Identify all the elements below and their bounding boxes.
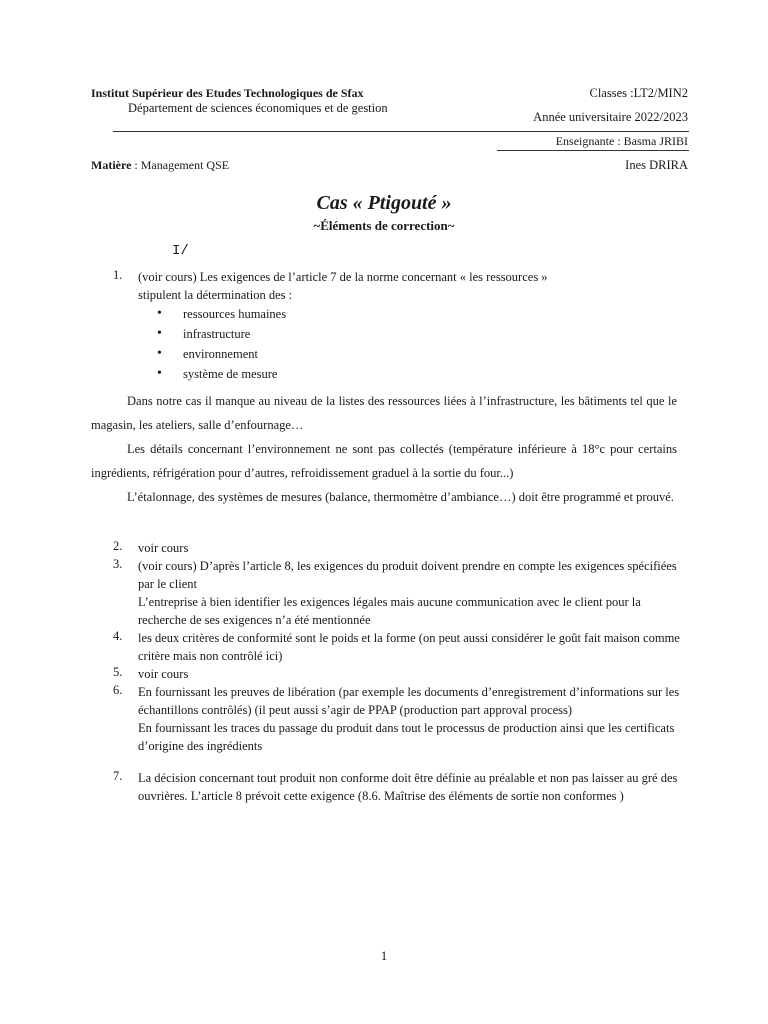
document-title: Cas « Ptigouté » [316,192,452,214]
list-item-text: La décision concernant tout produit non conforme doit être définie au préalable et non pas laisser au gré des ouvrières. L’article 8 prévoit cette exigence (8.6. Maîtrise des éléments de sortie non conformes ) [138,771,678,803]
list-number: 5. [113,665,123,679]
list-item [138,557,688,629]
list-item-text: voir cours [138,667,189,681]
list-item-text: En fournissant les traces du passage du produit dans tout le processus de production ainsi que les certificats d’origine des ingrédients [138,721,675,753]
paragraph-block [91,389,677,509]
list-number: 1. [113,268,123,282]
bullet-item: • ressources humaines [145,304,286,324]
subject-label: Matière [91,158,132,172]
list-number: 3. [113,557,123,571]
section-label: I/ [172,243,189,259]
list-item [138,629,688,665]
list-number: 7. [113,769,123,783]
bullet-item: • système de mesure [145,364,286,384]
list-item [138,769,688,805]
bullet-list [145,304,286,384]
paragraph: Dans notre cas il manque au niveau de la listes des ressources liées à l’infrastructure, les bâtiments tel que le magasin, les ateliers, salle d’enfournage… [91,394,677,432]
list-number: 6. [113,683,123,697]
list-item [138,268,688,304]
list-item [138,539,688,557]
list-item [138,683,688,755]
header-divider [113,131,689,132]
paragraph: L’étalonnage, des systèmes de mesures (balance, thermomètre d’ambiance…) doit être programmé et prouvé. [127,490,674,504]
teacher-name-2: Ines DRIRA [625,158,688,172]
department-name: Département de sciences économiques et de gestion [128,101,388,115]
list-item-text: En fournissant les preuves de libération (par exemple les documents d’enregistrement d’informations sur les échantillons contrôlés) (il peut aussi s’agir de PPAP (production part approval process) [138,685,680,717]
list-item-text: (voir cours) D’après l’article 8, les exigences du produit doivent prendre en compte les exigences spécifiées par le client [138,559,677,591]
list-item-text: (voir cours) Les exigences de l’article 7 de la norme concernant « les ressources » [138,270,548,284]
list-number: 4. [113,629,123,643]
classes-label: Classes :LT2/MIN2 [589,86,688,100]
list-item [138,665,688,683]
teacher-divider [497,150,689,151]
subject-value: : Management QSE [131,158,230,172]
academic-year: Année universitaire 2022/2023 [533,110,688,124]
list-item-text: stipulent la détermination des : [138,288,293,302]
subject-line [91,158,229,173]
bullet-item: • infrastructure [145,324,286,344]
bullet-item: • environnement [145,344,286,364]
page-number: 1 [380,948,388,963]
document-subtitle: ~Éléments de correction~ [313,218,455,233]
teacher-name-1: Enseignante : Basma JRIBI [555,134,688,148]
list-item-text: L’entreprise à bien identifier les exigences légales mais aucune communication avec le client pour la recherche de ses exigences n’a été mentionnée [138,595,641,627]
list-item-text: les deux critères de conformité sont le poids et la forme (on peut aussi considérer le goût fait maison comme critère mais non contrôlé ici) [138,631,680,663]
paragraph: Les détails concernant l’environnement ne sont pas collectés (température inférieure à 18°c pour certains ingrédients, réfrigération pour d’autres, refroidissement graduel à la sortie du four...) [91,442,677,480]
list-number: 2. [113,539,123,553]
list-item-text: voir cours [138,541,189,555]
institution-name: Institut Supérieur des Etudes Technologiques de Sfax [91,86,364,100]
